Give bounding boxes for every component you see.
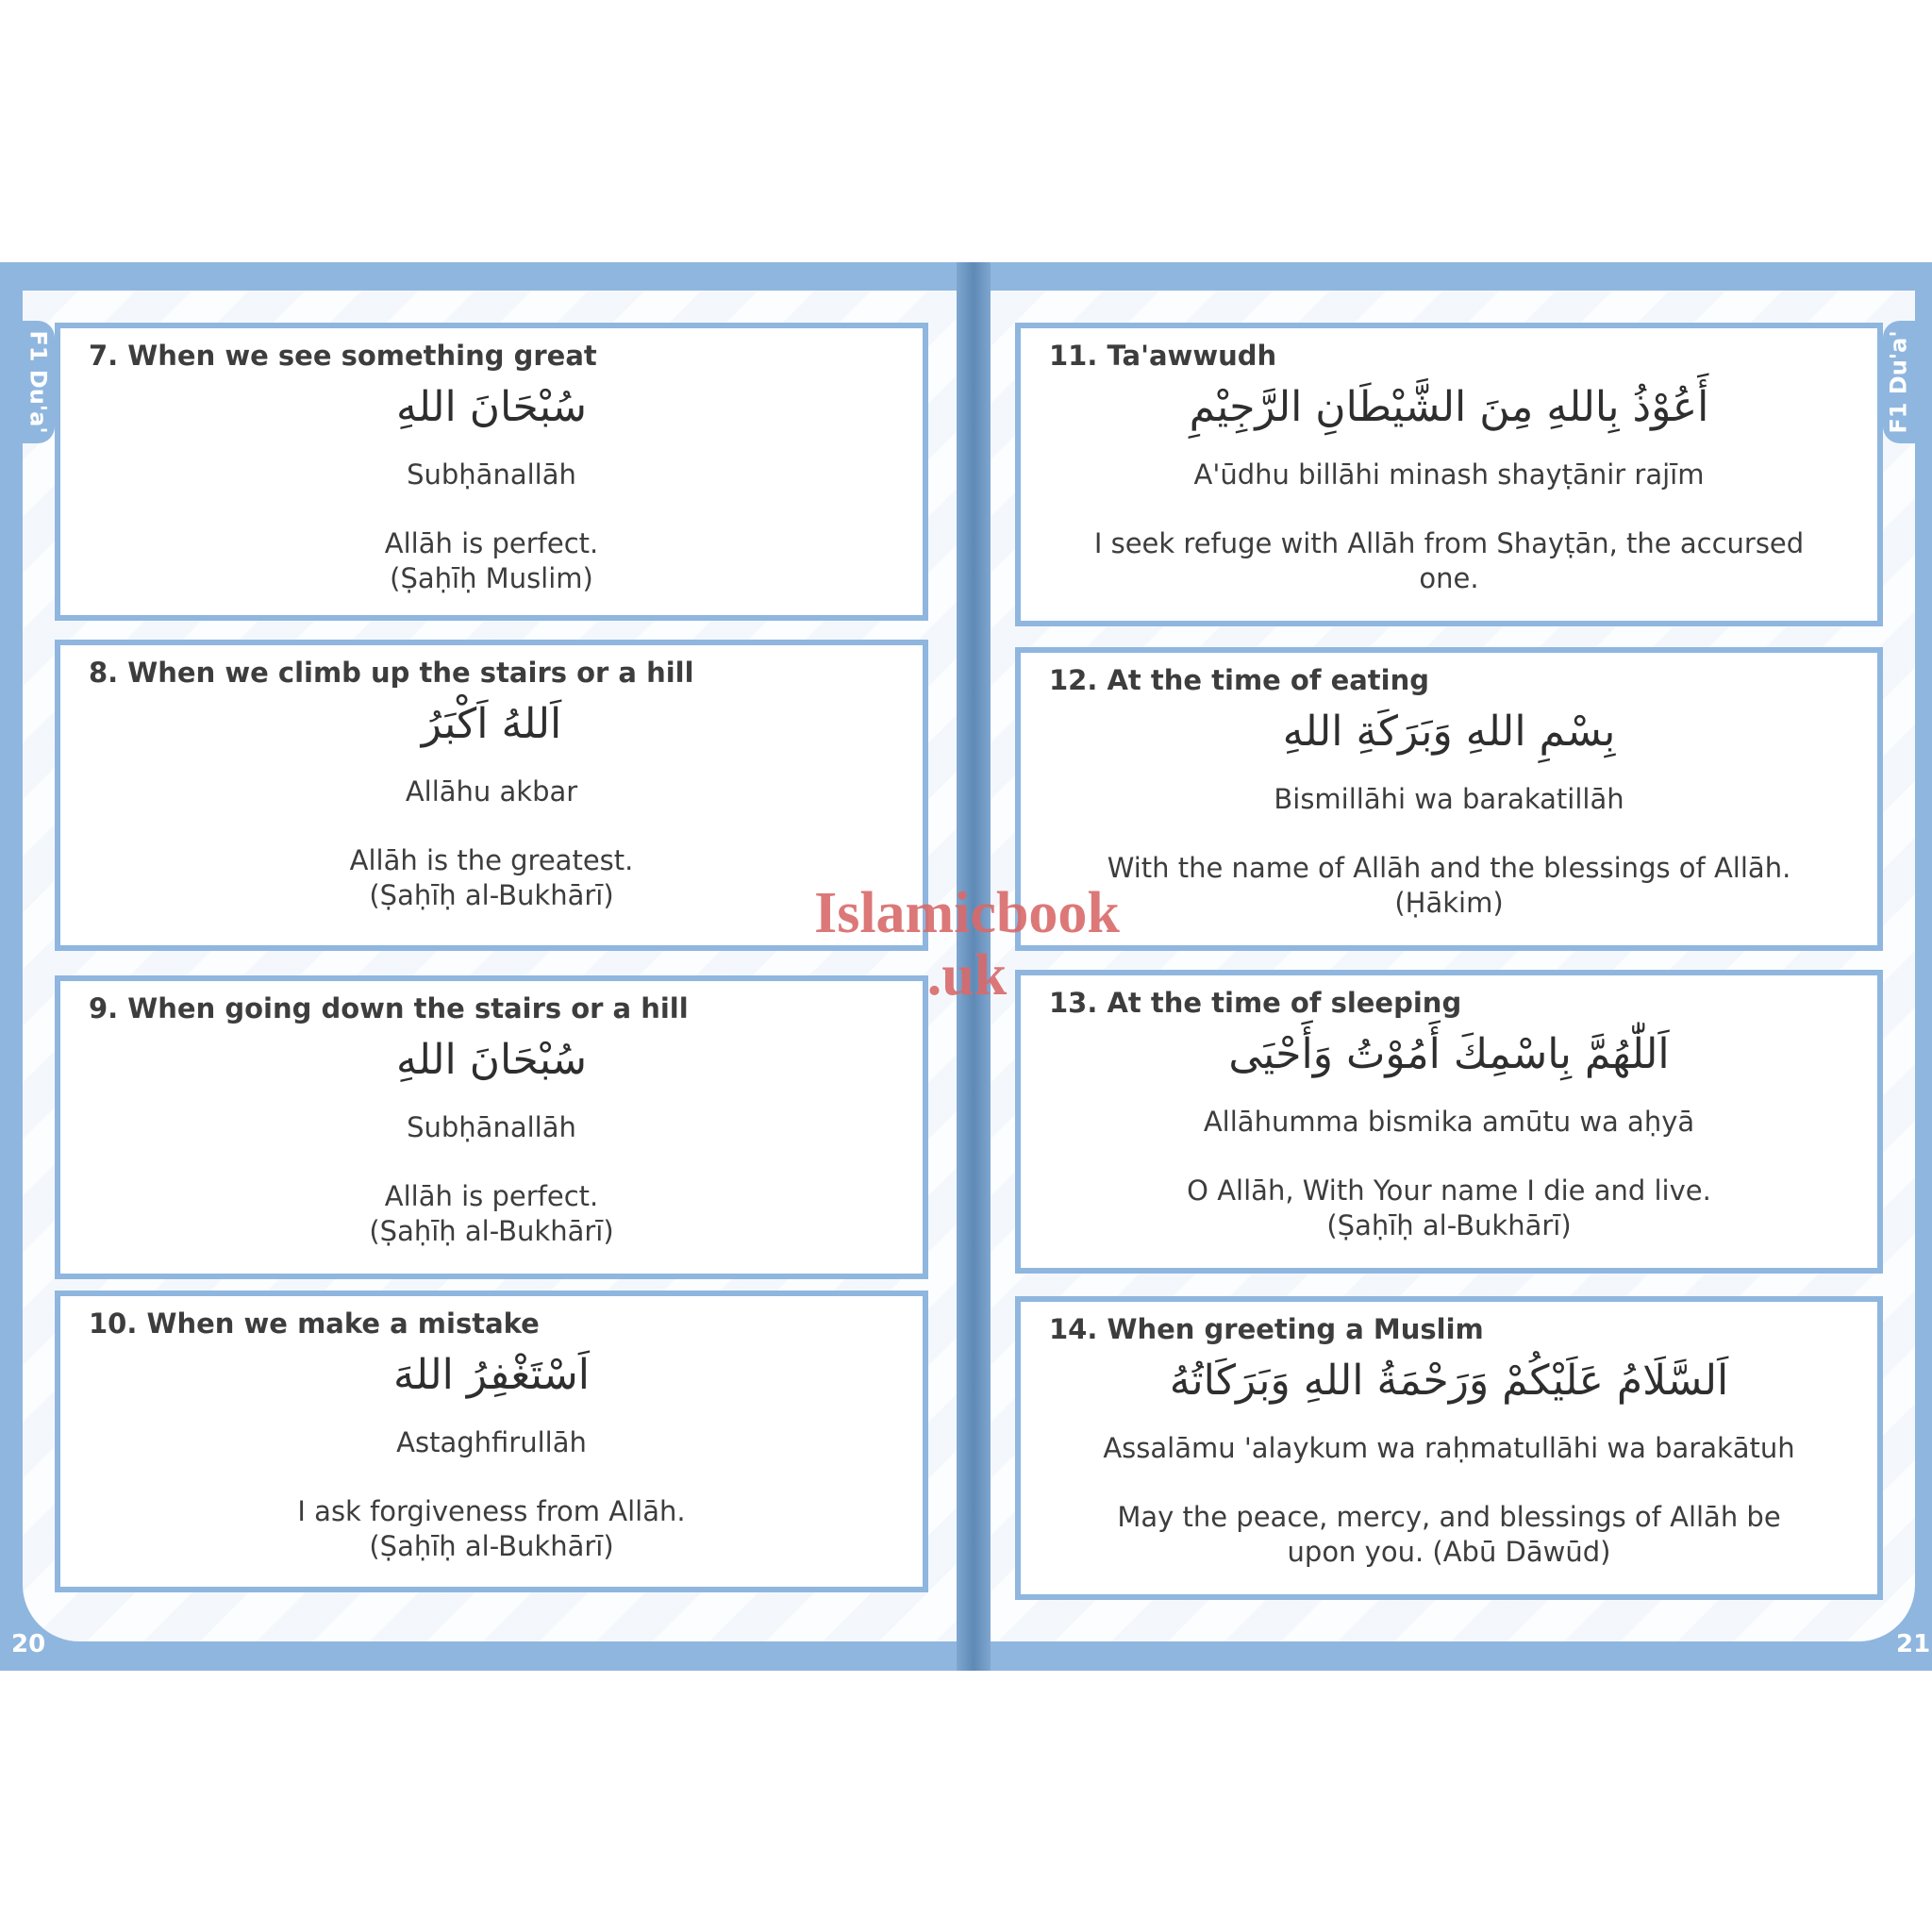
dua-arabic: اَللهُ اَكْبَرُ (421, 700, 562, 748)
dua-source: (Ṣaḥīḥ al-Bukhārī) (369, 1215, 614, 1247)
dua-translation: Allāh is perfect. (384, 527, 599, 559)
watermark (802, 882, 1132, 1007)
dua-translation: May the peace, mercy, and blessings of Allāh be (1117, 1501, 1781, 1533)
dua-translation: I seek refuge with Allāh from Shayṭān, the accursed (1093, 527, 1805, 559)
section-tab-left (23, 321, 55, 443)
dua-transliteration: Assalāmu 'alaykum wa raḥmatullāhi wa barakātuh (1103, 1432, 1795, 1464)
dua-arabic: سُبْحَانَ اللهِ (395, 1036, 588, 1084)
dua-title: 13. At the time of sleeping (1049, 987, 1462, 1019)
dua-title: 14. When greeting a Muslim (1049, 1313, 1484, 1345)
dua-arabic: أَعُوْذُ بِاللهِ مِنَ الشَّيْطَانِ الرَّجِيْمِ (1189, 383, 1709, 431)
dua-transliteration: Subḥānallāh (407, 1111, 576, 1143)
dua-transliteration: A'ūdhu billāhi minash shayṭānir rajīm (1193, 458, 1705, 491)
dua-card-12 (1015, 647, 1883, 951)
dua-card-11 (1015, 323, 1883, 626)
dua-meaning (79, 843, 904, 913)
dua-source: (Ṣaḥīḥ al-Bukhārī) (1326, 1209, 1572, 1241)
dua-source: (Ṣaḥīḥ Muslim) (390, 562, 593, 594)
dua-card-7 (55, 323, 928, 621)
dua-card-14 (1015, 1296, 1883, 1600)
dua-transliteration: Allāhumma bismika amūtu wa aḥyā (1203, 1106, 1695, 1138)
section-tab-right (1883, 321, 1915, 443)
dua-meaning (1040, 1174, 1858, 1243)
dua-translation: Allāh is the greatest. (349, 844, 634, 876)
dua-card-8 (55, 640, 928, 951)
dua-title: 7. When we see something great (89, 340, 597, 372)
dua-title: 10. When we make a mistake (89, 1307, 540, 1340)
page-number-right: 21 (1896, 1630, 1931, 1658)
dua-transliteration: Bismillāhi wa barakatillāh (1274, 783, 1624, 815)
dua-meaning (79, 1179, 904, 1249)
dua-title: 12. At the time of eating (1049, 664, 1430, 696)
dua-translation: O Allāh, With Your name I die and live. (1187, 1174, 1711, 1207)
dua-title: 9. When going down the stairs or a hill (89, 992, 689, 1024)
dua-meaning (1040, 1500, 1858, 1570)
dua-arabic: اَلسَّلَامُ عَلَيْكُمْ وَرَحْمَةُ اللهِ وَبَرَكَاتُهُ (1169, 1357, 1729, 1405)
section-tab-label: F1 Du'a' (1886, 330, 1913, 434)
dua-source: (Ṣaḥīḥ al-Bukhārī) (369, 1530, 614, 1562)
dua-arabic: سُبْحَانَ اللهِ (395, 383, 588, 431)
dua-title: 8. When we climb up the stairs or a hill (89, 657, 694, 689)
dua-translation: Allāh is perfect. (384, 1180, 599, 1212)
dua-card-13 (1015, 970, 1883, 1274)
dua-arabic: اَللّٰهُمَّ بِاسْمِكَ أَمُوْتُ وَأَحْيَى (1228, 1030, 1670, 1078)
dua-translation: I ask forgiveness from Allāh. (297, 1495, 686, 1527)
dua-meaning (79, 526, 904, 596)
watermark-line-1: Islamicbook (814, 881, 1120, 945)
dua-source: upon you. (Abū Dāwūd) (1287, 1536, 1611, 1568)
dua-meaning (1040, 526, 1858, 596)
section-tab-label: F1 Du'a' (25, 330, 53, 434)
dua-source: one. (1419, 562, 1479, 594)
dua-source: (Ḥākim) (1394, 887, 1504, 919)
dua-source: (Ṣaḥīḥ al-Bukhārī) (369, 879, 614, 911)
dua-title: 11. Ta'awwudh (1049, 340, 1277, 372)
dua-card-10 (55, 1291, 928, 1592)
page-number-left: 20 (11, 1630, 46, 1658)
dua-transliteration: Allāhu akbar (405, 775, 578, 808)
dua-arabic: اَسْتَغْفِرُ اللهَ (393, 1351, 590, 1399)
dua-transliteration: Subḥānallāh (407, 458, 576, 491)
dua-transliteration: Astaghfirullāh (396, 1426, 587, 1458)
watermark-line-2: .uk (926, 943, 1008, 1008)
dua-meaning (79, 1494, 904, 1564)
dua-meaning (1040, 851, 1858, 921)
dua-translation: With the name of Allāh and the blessings of Allāh. (1107, 852, 1791, 884)
dua-card-9 (55, 975, 928, 1279)
dua-arabic: بِسْمِ اللهِ وَبَرَكَةِ اللهِ (1282, 708, 1616, 756)
